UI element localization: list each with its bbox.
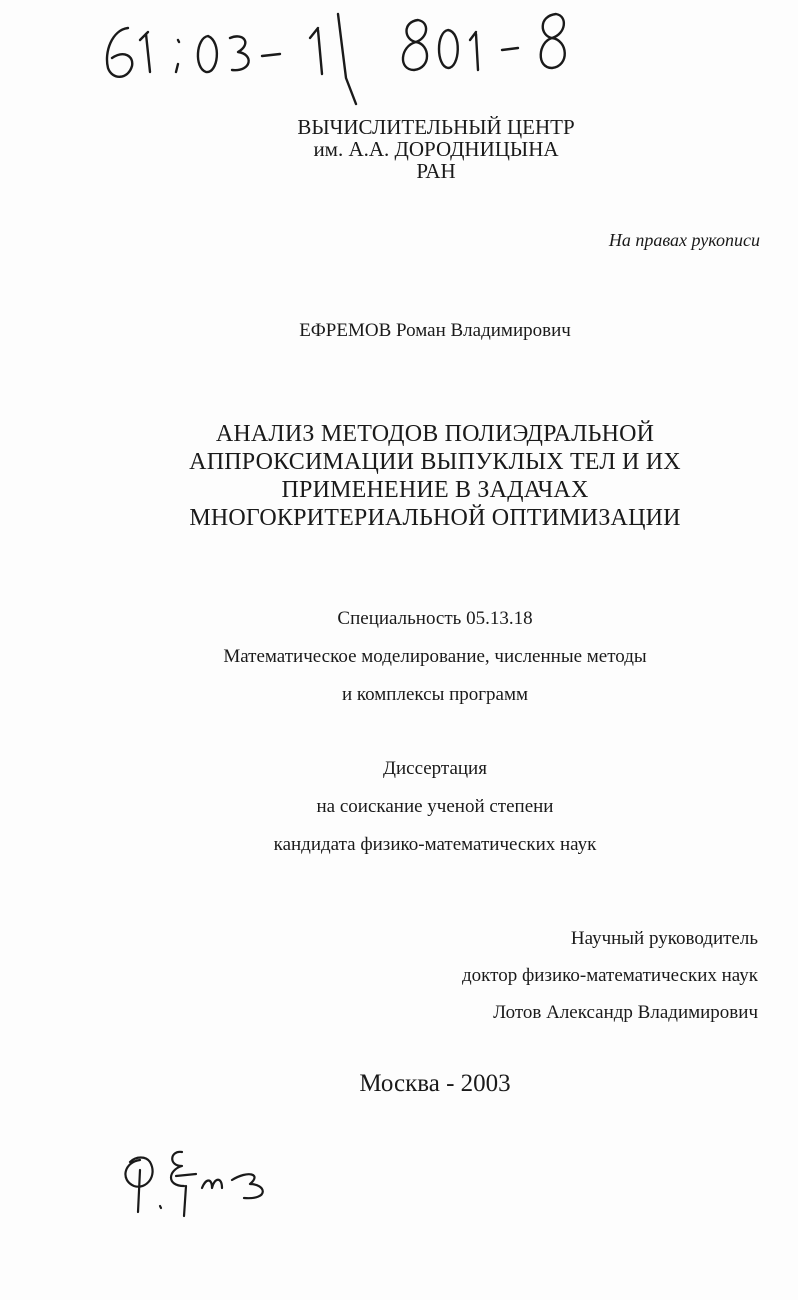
supervisor-block (462, 920, 758, 1031)
dissertation-block (36, 750, 798, 864)
handwritten-catalog-number (107, 14, 565, 104)
title-line-1: АНАЛИЗ МЕТОДОВ ПОЛИЭДРАЛЬНОЙ (215, 421, 655, 447)
author-name: ЕФРЕМОВ Роман Владимирович (299, 320, 571, 341)
dissertation-line-1: Диссертация (383, 758, 487, 779)
dissertation-line-3: кандидата физико-математических наук (273, 834, 597, 855)
supervisor-degree: доктор физико-математических наук (462, 965, 758, 986)
speciality-name-line-1: Математическое моделирование, численные методы (223, 646, 647, 667)
title-line-4: МНОГОКРИТЕРИАЛЬНОЙ ОПТИМИЗАЦИИ (189, 505, 681, 531)
speciality-name-line-2: и комплексы программ (341, 684, 529, 705)
speciality-code: Специальность 05.13.18 (337, 608, 533, 629)
handwritten-signature (125, 1152, 262, 1216)
institution-line-1: ВЫЧИСЛИТЕЛЬНЫЙ ЦЕНТР (297, 115, 575, 139)
thesis-title (36, 420, 798, 532)
title-line-2: АППРОКСИМАЦИИ ВЫПУКЛЫХ ТЕЛ И ИХ (189, 449, 681, 475)
institution-header (236, 116, 636, 182)
dissertation-line-2: на соискание ученой степени (316, 796, 554, 817)
city-year: Москва - 2003 (359, 1070, 511, 1097)
speciality-block (36, 600, 798, 714)
supervisor-name: Лотов Александр Владимирович (493, 1002, 758, 1023)
institution-line-3: РАН (416, 159, 456, 183)
supervisor-role: Научный руководитель (570, 928, 758, 949)
rights-note: На правах рукописи (608, 230, 760, 250)
title-line-3: ПРИМЕНЕНИЕ В ЗАДАЧАХ (281, 477, 589, 503)
institution-line-2: им. А.А. ДОРОДНИЦЫНА (313, 137, 559, 161)
